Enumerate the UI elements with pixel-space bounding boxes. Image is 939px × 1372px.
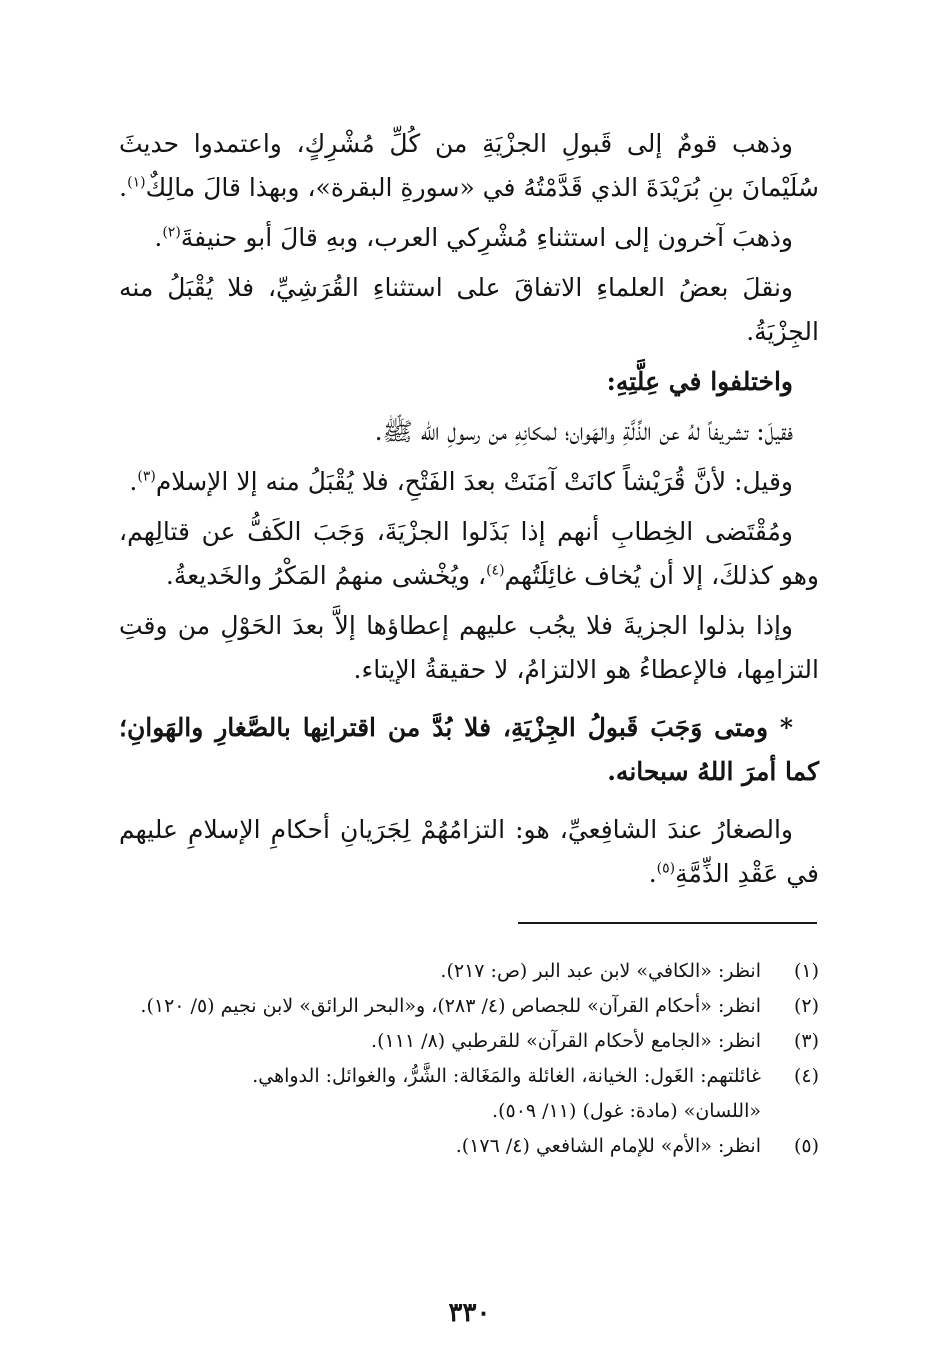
footnote-text bbox=[109, 954, 761, 989]
paragraph-9 bbox=[119, 706, 819, 794]
paragraph-10-end: . bbox=[648, 859, 657, 888]
paragraph-10 bbox=[119, 808, 819, 896]
footnote-line: انظر: «أحكام القرآن» للجصاص (٤/ ٢٨٣)، و«البحر الرائق» لابن نجيم (٥/ ١٢٠). bbox=[140, 995, 761, 1017]
footnote-number: (٣) bbox=[793, 1030, 819, 1052]
footnotes-section bbox=[109, 954, 819, 1164]
paragraph-5 bbox=[119, 410, 819, 454]
footnote-number: (١) bbox=[793, 960, 819, 982]
footnote-line: انظر: «الكافي» لابن عبد البر (ص: ٢١٧). bbox=[440, 960, 761, 982]
main-text-body bbox=[119, 122, 819, 902]
footnote-1 bbox=[109, 954, 819, 989]
paragraph-5-text: فقيلَ: تشريفاً لهُ عن الذِّلَّةِ والهَوان؛ لمكانِهِ من رسولِ الله ﷺ. bbox=[374, 417, 793, 446]
footnote-text bbox=[109, 989, 761, 1024]
paragraph-10-text: والصغارُ عندَ الشافِعيِّ، هو: التزامُهُمْ لِجَرَيانِ أحكامِ الإسلامِ عليهم في عَقْدِ الذِّمَّةِ bbox=[119, 815, 819, 888]
footnote-text bbox=[109, 1024, 761, 1059]
footnote-line: «اللسان» (مادة: غول) (١١/ ٥٠٩). bbox=[492, 1100, 761, 1122]
paragraph-4-text: واختلفوا في عِلَّتِهِ: bbox=[606, 367, 793, 396]
footnote-line: انظر: «الجامع لأحكام القرآن» للقرطبي (٨/ ١١١). bbox=[371, 1030, 761, 1052]
paragraph-1 bbox=[119, 122, 819, 210]
paragraph-6-end: . bbox=[129, 467, 138, 496]
footnote-2 bbox=[109, 989, 819, 1024]
paragraph-2 bbox=[119, 216, 819, 260]
paragraph-8-text: وإذا بذلوا الجزيةَ فلا يجُب عليهم إعطاؤها إلاَّ بعدَ الحَوْلِ من وقتِ التزامِها، فالإعطاءُ هو الالتزامُ، لا حقيقةُ الإيتاء. bbox=[119, 611, 819, 684]
footnote-ref-1[interactable]: (١) bbox=[127, 174, 146, 191]
paragraph-2-text: وذهبَ آخرون إلى استثناءِ مُشْرِكي العرب، وبهِ قالَ أبو حنيفةَ bbox=[180, 223, 793, 252]
paragraph-1-end: . bbox=[119, 173, 128, 202]
footnote-ref-3[interactable]: (٣) bbox=[137, 468, 156, 485]
page-number: ٣٣٠ bbox=[448, 1298, 491, 1328]
paragraph-7-end: ، ويُخْشى منهمُ المَكْرُ والخَديعةُ. bbox=[165, 561, 487, 590]
paragraph-1-text: وذهب قومٌ إلى قَبولِ الجزْيَةِ من كُلِّ مُشْرِكٍ، واعتمدوا حديثَ سُلَيْمانَ بنِ بُرَيْدَةَ الذي قَدَّمْتُهُ في «سورةِ البقرة»، وبهذا قالَ مالِكٌ bbox=[119, 129, 819, 202]
paragraph-2-end: . bbox=[154, 223, 163, 252]
paragraph-4 bbox=[119, 360, 819, 404]
footnote-ref-4[interactable]: (٤) bbox=[486, 562, 505, 579]
footnote-ref-2[interactable]: (٢) bbox=[162, 224, 181, 241]
paragraph-3-text: ونقلَ بعضُ العلماءِ الاتفاقَ على استثناءِ القُرَشِيِّ، فلا يُقْبَلُ منه الجِزْيَةُ. bbox=[119, 273, 819, 346]
footnote-number: (٥) bbox=[793, 1135, 819, 1157]
footnote-number: (٤) bbox=[793, 1065, 819, 1087]
paragraph-6 bbox=[119, 460, 819, 504]
footnote-ref-5[interactable]: (٥) bbox=[656, 860, 676, 877]
paragraph-7 bbox=[119, 510, 819, 598]
footnote-5 bbox=[109, 1129, 819, 1164]
paragraph-9-text: * ومتى وَجَبَ قَبولُ الجِزْيَةِ، فلا بُدَّ من اقترانِها بالصَّغارِ والهَوانِ؛ كما أمرَ اللهُ سبحانه. bbox=[119, 713, 819, 786]
footnote-3 bbox=[109, 1024, 819, 1059]
footnote-line: غائلتهم: الغَول: الخيانة، الغائلة والمَغَالة: الشَّرُّ، والغوائل: الدواهي. bbox=[252, 1065, 761, 1087]
footnote-number: (٢) bbox=[793, 995, 819, 1017]
footnote-separator bbox=[518, 922, 817, 924]
paragraph-6-text: وقيل: لأنَّ قُرَيْشاً كانَتْ آمَنَتْ بعدَ الفَتْحِ، فلا يُقْبَلُ منه إلا الإسلام bbox=[155, 467, 793, 496]
footnote-text bbox=[109, 1059, 761, 1129]
paragraph-8 bbox=[119, 604, 819, 692]
footnote-text bbox=[109, 1129, 761, 1164]
paragraph-7-text: ومُقْتَضى الخِطابِ أنهم إذا بَذَلوا الجزْيَةَ، وَجَبَ الكَفُّ عن قتالِهم، وهو كذلكَ، إلا أن يُخاف غائِلَتُهم bbox=[119, 517, 819, 590]
footnote-line: انظر: «الأم» للإمام الشافعي (٤/ ١٧٦). bbox=[455, 1135, 761, 1157]
paragraph-3 bbox=[119, 266, 819, 354]
footnote-4 bbox=[109, 1059, 819, 1129]
